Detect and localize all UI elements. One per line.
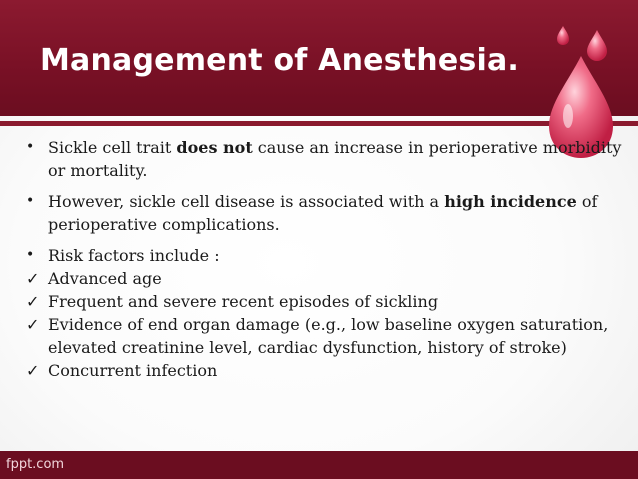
list-item-text: Risk factors include : [48, 246, 220, 265]
list-item [26, 267, 632, 290]
slide-title: Management of Anesthesia. [40, 43, 519, 78]
list-item [26, 136, 632, 182]
list-item [26, 244, 632, 267]
bullet-list [26, 136, 632, 382]
list-item-text: Sickle cell trait does not cause an increase in perioperative morbidity or mortality. [48, 138, 622, 180]
bullet-icon: • [26, 247, 35, 263]
checkmark-icon: ✓ [26, 315, 40, 334]
checkmark-icon: ✓ [26, 269, 40, 288]
checkmark-icon: ✓ [26, 292, 40, 311]
list-item [26, 313, 632, 359]
bullet-icon: • [26, 193, 35, 209]
list-item-text: Concurrent infection [48, 361, 218, 380]
list-item [26, 290, 632, 313]
checkmark-icon: ✓ [26, 361, 40, 380]
footer-bar [0, 451, 638, 479]
bullet-icon: • [26, 139, 35, 155]
list-item-text: However, sickle cell disease is associated with a high incidence of perioperative complications. [48, 192, 598, 234]
list-item [26, 359, 632, 382]
list-item-text: Evidence of end organ damage (e.g., low baseline oxygen saturation, elevated creatinine level, cardiac dysfunction, history of stroke) [48, 315, 609, 357]
footer-link[interactable]: fppt.com [6, 457, 65, 472]
list-item-text: Frequent and severe recent episodes of sickling [48, 292, 439, 311]
list-item [26, 190, 632, 236]
list-item-text: Advanced age [48, 269, 162, 288]
